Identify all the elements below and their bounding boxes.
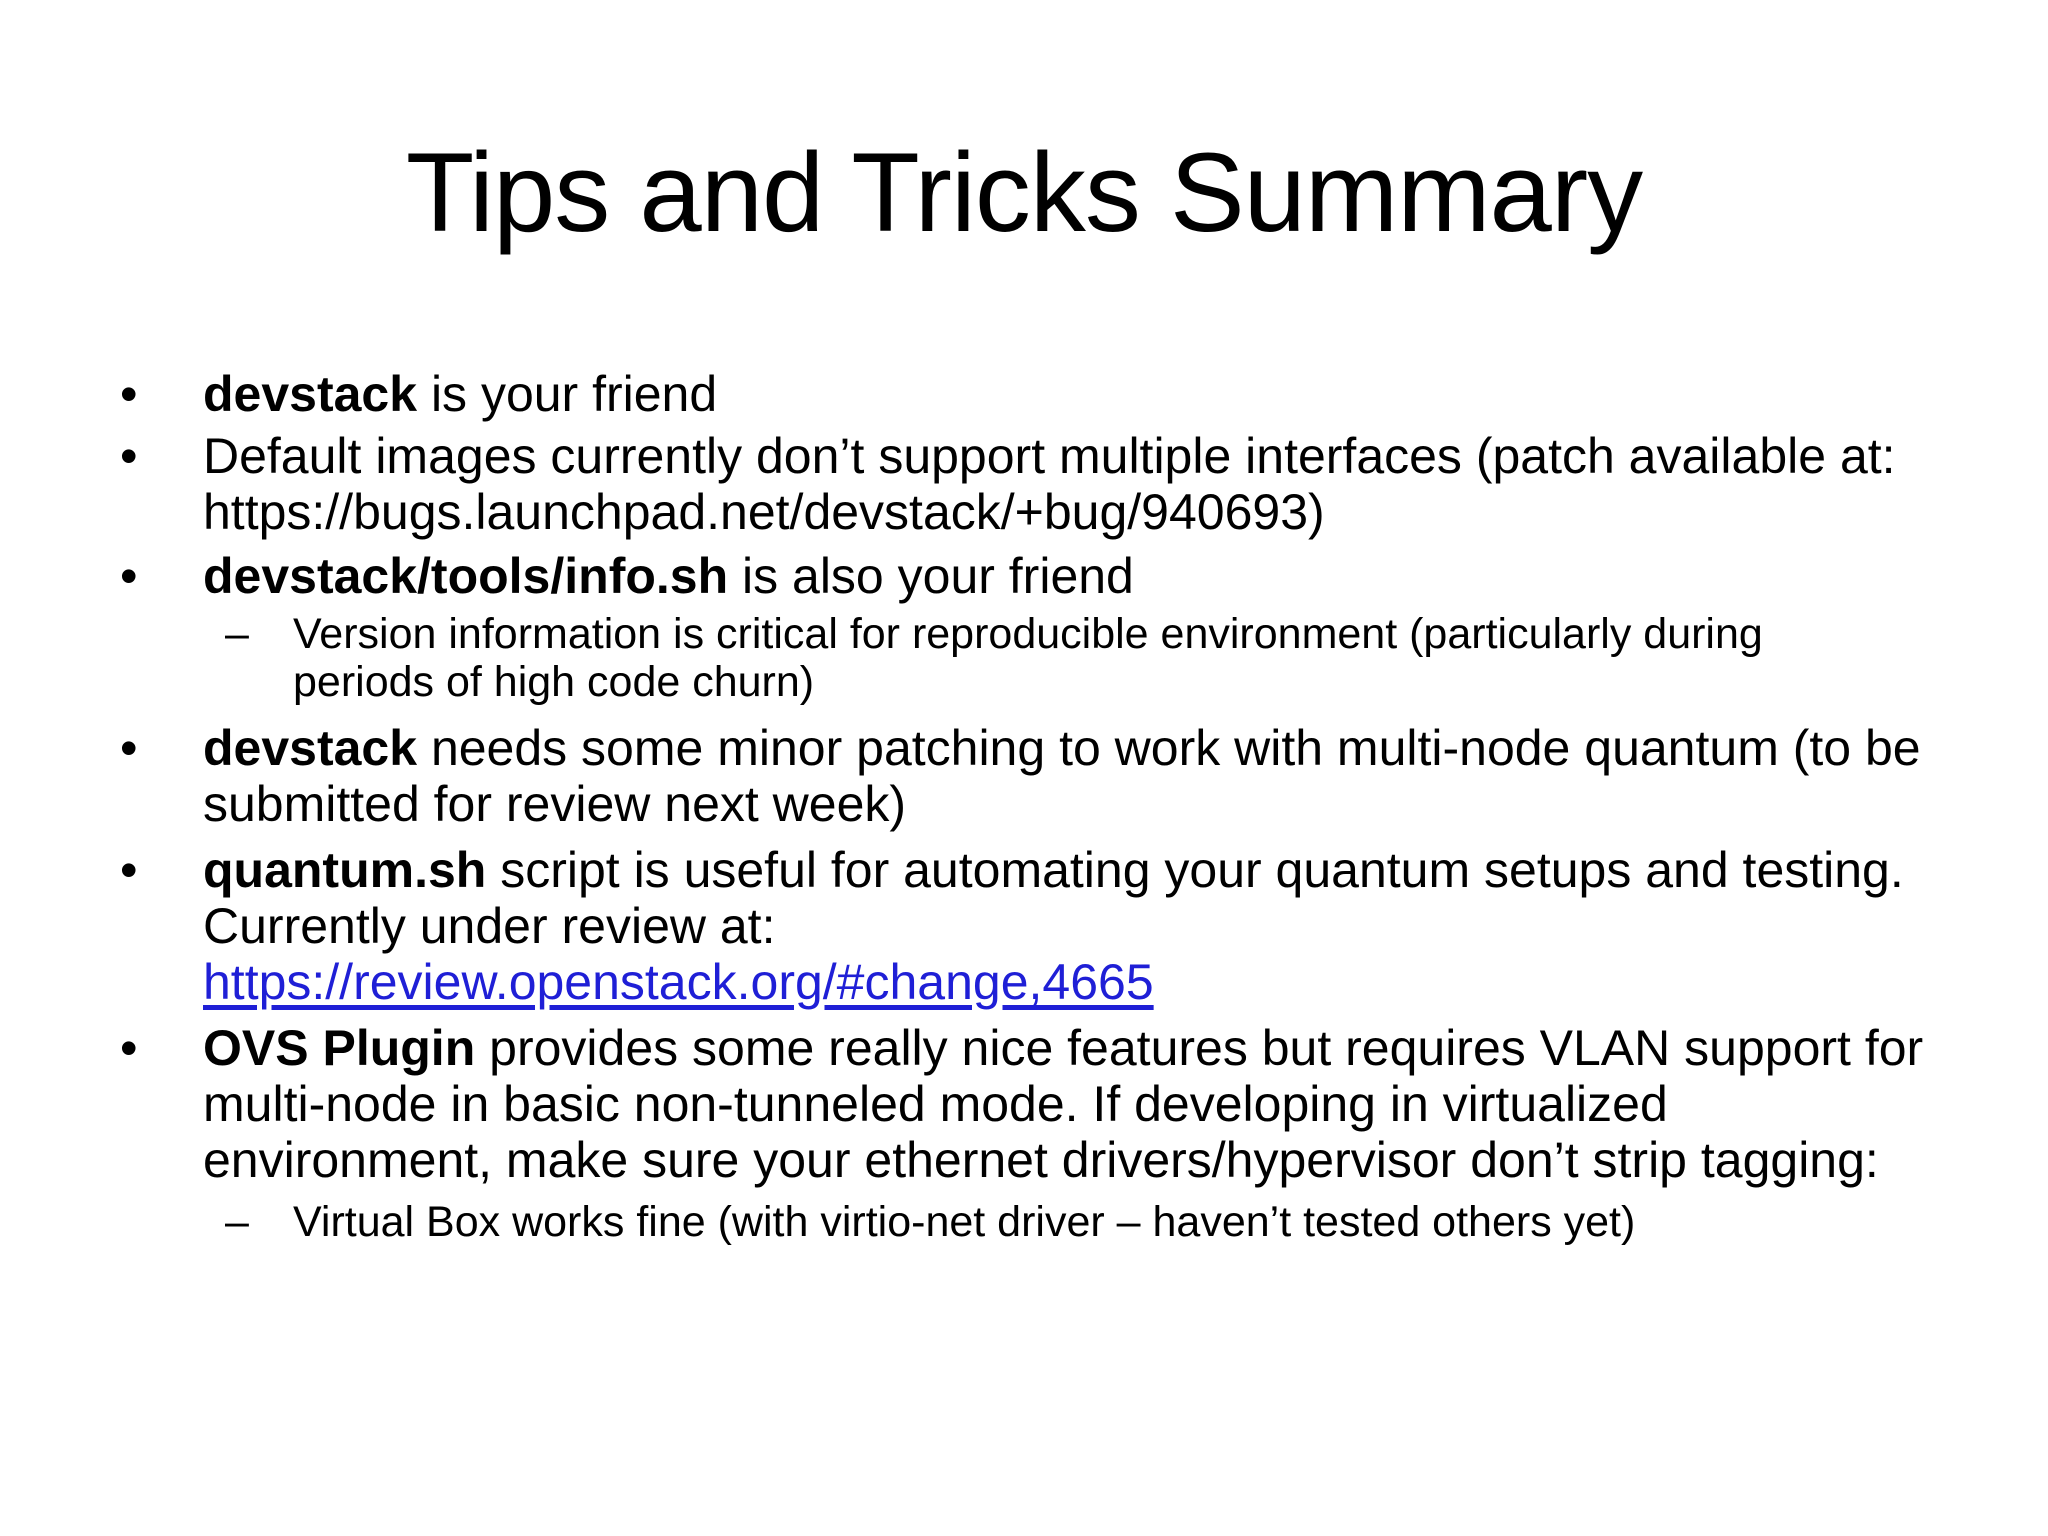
- bullet-item-quantum-sh: [0, 842, 2048, 1010]
- bullet-item-devstack-patching: [0, 720, 2048, 832]
- review-link[interactable]: https://review.openstack.org/#change,4665: [203, 954, 1154, 1010]
- bullet-text: Default images currently don’t support multiple interfaces (patch available at: https://bugs.launchpad.net/devstack/+bug/940693): [203, 428, 1896, 540]
- bullet-item-info-sh: [0, 548, 2048, 604]
- bullet-text: script is useful for automating your quantum setups and testing. Currently under review at:: [203, 842, 1904, 954]
- bullet-dot: •: [120, 366, 138, 422]
- sub-item-virtual-box: [0, 1198, 2048, 1246]
- bullet-bold-text: devstack/tools/info.sh: [203, 548, 729, 604]
- bullet-bold-text: OVS Plugin: [203, 1020, 476, 1076]
- bullet-text: needs some minor patching to work with multi-node quantum (to be submitted for review next week): [203, 720, 1921, 832]
- bullet-dot: •: [120, 548, 138, 604]
- bullet-text: provides some really nice features but requires VLAN support for multi-node in basic non-tunneled mode. If developing in virtualized environment, make sure your ethernet drivers/hypervisor don’t strip tagging:: [203, 1020, 1924, 1188]
- sub-item-text: Version information is critical for reproducible environment (particularly during periods of high code churn): [293, 610, 1763, 706]
- bullet-list: [0, 366, 2048, 1258]
- bullet-item-default-images: [0, 428, 2048, 540]
- bullet-dot: •: [120, 428, 138, 484]
- bullet-item-devstack-friend: [0, 366, 2048, 422]
- bullet-bold-text: quantum.sh: [203, 842, 487, 898]
- bullet-bold-text: devstack: [203, 366, 418, 422]
- bullet-dot: •: [120, 842, 138, 898]
- bullet-text: is also your friend: [728, 548, 1134, 604]
- bullet-text: is your friend: [417, 366, 718, 422]
- slide-title: Tips and Tricks Summary: [405, 130, 1643, 255]
- sub-bullet-dash: –: [225, 610, 249, 658]
- bullet-bold-text: devstack: [203, 720, 418, 776]
- bullet-dot: •: [120, 1020, 138, 1076]
- sub-item-text: Virtual Box works fine (with virtio-net driver – haven’t tested others yet): [293, 1198, 1636, 1246]
- sub-bullet-dash: –: [225, 1198, 249, 1246]
- sub-item-version-information: [0, 610, 2048, 706]
- bullet-item-ovs-plugin: [0, 1020, 2048, 1188]
- bullet-dot: •: [120, 720, 138, 776]
